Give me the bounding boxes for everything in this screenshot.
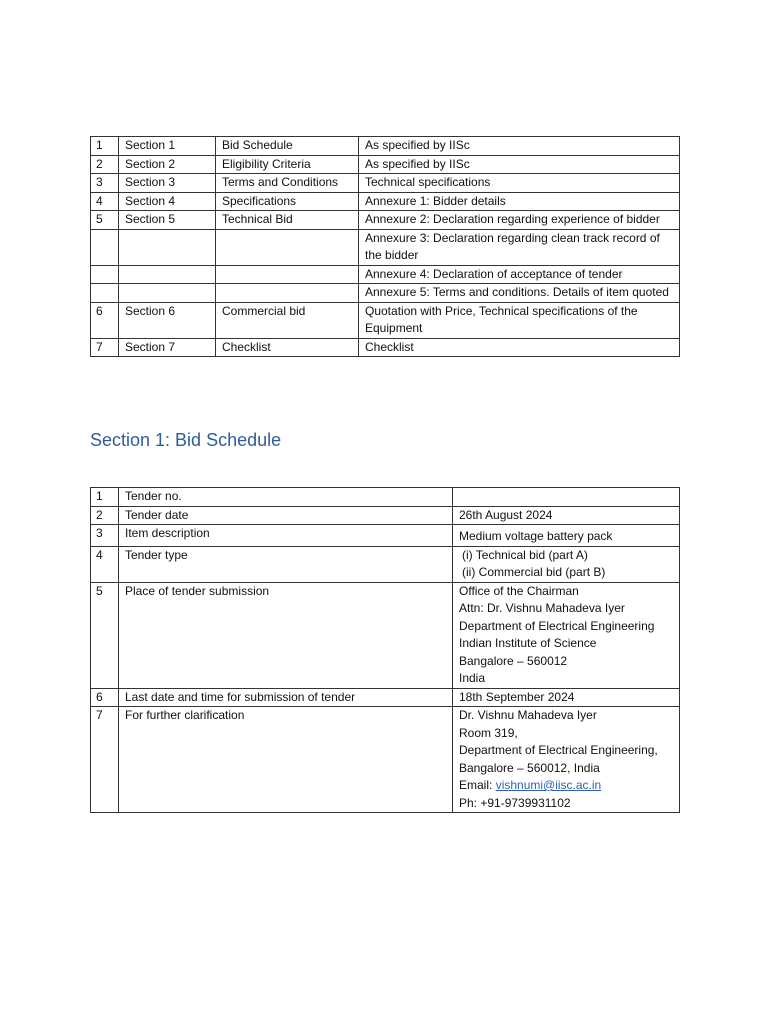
table-row: [91, 688, 680, 707]
section-name: Section 7: [119, 338, 216, 357]
email-prefix: Email:: [459, 778, 496, 792]
row-number: [91, 229, 119, 265]
section-title: Terms and Conditions: [216, 174, 359, 193]
row-number: 2: [91, 155, 119, 174]
row-number: 5: [91, 582, 119, 688]
section-name: Section 1: [119, 137, 216, 156]
section-description: Annexure 4: Declaration of acceptance of tender: [359, 265, 680, 284]
address-line: Department of Electrical Engineering: [459, 618, 655, 633]
row-number: 7: [91, 707, 119, 813]
field-label: Last date and time for submission of tender: [119, 688, 453, 707]
address-line: Bangalore – 560012: [459, 653, 568, 668]
email-link[interactable]: vishnumi@iisc.ac.in: [495, 778, 602, 792]
field-value: [453, 525, 680, 547]
table-row: [91, 338, 680, 357]
section-title: Technical Bid: [216, 211, 359, 230]
row-number: 2: [91, 506, 119, 525]
section-name: [119, 229, 216, 265]
row-number: 3: [91, 525, 119, 547]
section-description: Annexure 5: Terms and conditions. Details of item quoted: [359, 284, 680, 303]
phone-line: Ph: +91-9739931102: [459, 795, 571, 810]
section-description: Annexure 3: Declaration regarding clean track record of the bidder: [359, 229, 680, 265]
field-label: Item description: [119, 525, 453, 547]
address-line: Office of the Chairman: [459, 583, 579, 598]
section-title: Specifications: [216, 192, 359, 211]
section-name: Section 4: [119, 192, 216, 211]
field-label: Place of tender submission: [119, 582, 453, 688]
table-row: [91, 174, 680, 193]
section-description: Checklist: [359, 338, 680, 357]
section-description: Annexure 1: Bidder details: [359, 192, 680, 211]
section-title: [216, 229, 359, 265]
table-row: [91, 211, 680, 230]
section-description: As specified by IISc: [359, 137, 680, 156]
row-number: 1: [91, 488, 119, 507]
row-number: 4: [91, 546, 119, 582]
table-row: [91, 525, 680, 547]
table-row: [91, 506, 680, 525]
field-value: [453, 582, 680, 688]
table-row: [91, 707, 680, 813]
row-number: 6: [91, 688, 119, 707]
section-name: Section 5: [119, 211, 216, 230]
tender-type-line: (i) Technical bid (part A): [462, 547, 588, 562]
table-row: [91, 192, 680, 211]
section-title: Bid Schedule: [216, 137, 359, 156]
table-row: [91, 265, 680, 284]
field-label: Tender no.: [119, 488, 453, 507]
tender-type-line: (ii) Commercial bid (part B): [462, 565, 606, 579]
section-title: [216, 265, 359, 284]
section-title: Checklist: [216, 338, 359, 357]
table-row: [91, 229, 680, 265]
section-name: Section 6: [119, 302, 216, 338]
section-description: Quotation with Price, Technical specifications of the Equipment: [359, 302, 680, 338]
row-number: 6: [91, 302, 119, 338]
row-number: 3: [91, 174, 119, 193]
contact-line: Department of Electrical Engineering,: [459, 743, 658, 757]
field-label: Tender date: [119, 506, 453, 525]
row-number: [91, 265, 119, 284]
section-description: Technical specifications: [359, 174, 680, 193]
table-row: [91, 546, 680, 582]
field-label: Tender type: [119, 546, 453, 582]
section-description: Annexure 2: Declaration regarding experience of bidder: [359, 211, 680, 230]
section-name: Section 2: [119, 155, 216, 174]
table-row: [91, 302, 680, 338]
table-row: [91, 284, 680, 303]
section-title: Eligibility Criteria: [216, 155, 359, 174]
field-value: 18th September 2024: [453, 688, 680, 707]
section-title: [216, 284, 359, 303]
bid-schedule-table: [90, 487, 680, 813]
table-row: [91, 488, 680, 507]
row-number: [91, 284, 119, 303]
field-label: For further clarification: [119, 707, 453, 813]
sections-overview-table: [90, 136, 680, 357]
row-number: 5: [91, 211, 119, 230]
field-value: [453, 707, 680, 813]
field-value: [453, 488, 680, 507]
table-row: [91, 155, 680, 174]
contact-line: Bangalore – 560012, India: [459, 760, 600, 775]
section-name: [119, 265, 216, 284]
section-heading: Section 1: Bid Schedule: [90, 430, 282, 450]
email-line: [459, 777, 673, 795]
address-line: India: [459, 671, 486, 685]
item-description-value: Medium voltage battery pack: [459, 529, 613, 543]
contact-line: Room 319,: [459, 725, 518, 740]
section-description: As specified by IISc: [359, 155, 680, 174]
section-name: Section 3: [119, 174, 216, 193]
table-row: [91, 137, 680, 156]
address-line: Attn: Dr. Vishnu Mahadeva Iyer: [459, 601, 625, 615]
section-title: Commercial bid: [216, 302, 359, 338]
table-row: [91, 582, 680, 688]
contact-line: Dr. Vishnu Mahadeva Iyer: [459, 708, 597, 722]
field-value: 26th August 2024: [453, 506, 680, 525]
section-name: [119, 284, 216, 303]
row-number: 1: [91, 137, 119, 156]
field-value: [453, 546, 680, 582]
address-line: Indian Institute of Science: [459, 636, 597, 650]
row-number: 4: [91, 192, 119, 211]
row-number: 7: [91, 338, 119, 357]
